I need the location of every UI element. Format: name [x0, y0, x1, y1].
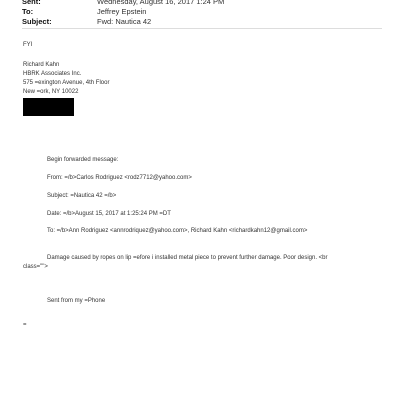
signature-address-line2: New =ork, NY 10022 — [23, 89, 79, 95]
signature-address-line1: 575 =exington Avenue, 4th Floor — [23, 80, 110, 86]
signature-name: Richard Kahn — [23, 62, 60, 68]
forwarded-from: From: =/b>Carlos Rodriguez <rodz7712@yahoo.com> — [47, 175, 192, 181]
forwarded-to: To: =/b>Ann Rodriguez <annrodriquez@yahoo.com>, Richard Kahn <richardkahn12@gmail.com> — [47, 228, 308, 234]
signature-company: HBRK Associates Inc. — [23, 71, 82, 77]
sent-from-text: Sent from my =Phone — [47, 298, 106, 304]
forwarded-date: Date: =/b>August 15, 2017 at 1:25:24 PM =DT — [47, 211, 171, 217]
to-label: To: — [22, 7, 34, 16]
subject-label: Subject: — [22, 17, 52, 26]
forwarded-subject: Subject: =Nautica 42 =/b> — [47, 193, 117, 199]
sent-value: Wednesday, August 16, 2017 1:24 PM — [97, 0, 225, 6]
fyi-text: FYI — [23, 42, 33, 48]
trailing-mark: = — [23, 322, 27, 328]
forwarded-message-line1: Damage caused by ropes on lip =efore i installed metal piece to prevent further damage. Poor design. <br — [47, 255, 328, 261]
sent-label: Sent: — [22, 0, 41, 6]
forwarded-message-line2: class=""> — [23, 264, 48, 270]
to-value: Jeffrey Epstein — [97, 7, 147, 16]
subject-value: Fwd: Nautica 42 — [97, 17, 152, 26]
forwarded-intro: Begin forwarded message: — [47, 157, 119, 163]
redaction-block — [23, 98, 74, 116]
header-divider — [22, 28, 382, 29]
